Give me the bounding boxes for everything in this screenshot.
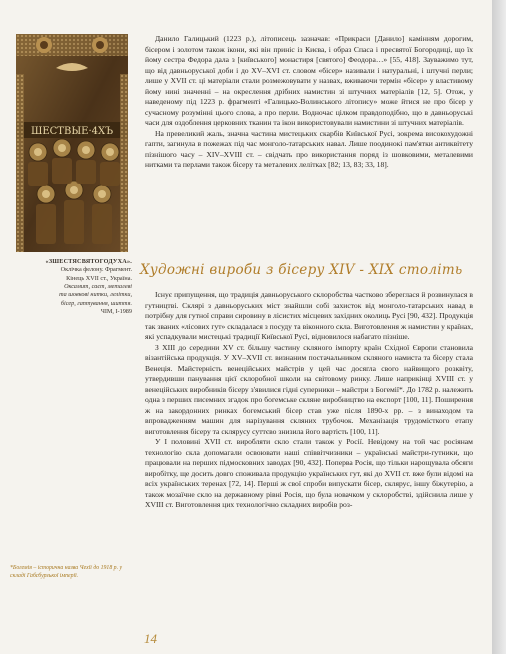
paragraph: На превеликий жаль, значна частина мистецьких скарбів Київської Русі, зокрема високохудожні гапти, загинула в пожежах під час монголо-татарських навал. Лише поодинокі пам'ятки антиквітету пізнішого часу – XIV–XVIII ст. – свідчать про використання поряд із шовковими, металевими нитками та перлами також бісеру та металевих лелітках [82; 13, 83; 33, 18].	[145, 128, 473, 169]
caption-line: та шовкові нитки, лелітки,	[59, 291, 132, 299]
text-column-bottom	[145, 290, 473, 511]
caption-line: ЧІМ, І-1989	[100, 308, 132, 316]
caption-line: Кінець XVII ст., Україна.	[66, 274, 132, 282]
paragraph: Данило Галицький (1223 р.), літописець зазначав: «Прикраси [Данило] камінням дорогим, бісером і золотом також ікони, які він приніс із Києва, і образ Спаса і пресвятої Богородиці, що їх йому сестра Федора дала з [київського] монастиря [святого] Феодора…» [55, 418]. Зауважимо тут, що від давньоруської доби і до XV–XVI ст. словом «бісер» називали і натуральні, і штучні перли; лише у XVII ст. ці матеріали стали розмежовувати у назвах, вживаючи термін «бісер» у властивому йому нині значенні – на окреслення дрібних намистин зі штучних матеріалів [12, 5]. Отож, у наведеному під 1223 р. фрагменті «Галицько-Волинського літопису» може йтися не про бісер у сучасному розумінні цього слова, а про перли. Водночас цілком правдоподібно, що в давньоруські часи для оздоблення церковних тканин та ікон використовували намистини зі штучних матеріалів.	[145, 34, 473, 127]
section-heading: Художні вироби з бісеру XIV - XIX століть	[140, 262, 463, 278]
embroidery-photo	[16, 34, 128, 252]
paragraph: Існує припущення, що традиція давньоруського склоробства частково збереглася й розвинулася в гутництві. Склярі з давньоруських міст знайшли собі захисток від монголо-татарських навад в потрібну для гутної справи сировину в лісистих місцевих західних околиць Русі [90, 432]. Продукція так званих «лісових гут» складалася з посуду та віконного скла. Виготовлення ж намистин у країнах, які успадкували мистецькі традиції Київської Русі, відновилося набагато пізніше.	[145, 290, 473, 341]
photo-caption	[6, 258, 132, 317]
caption-line: бісер, гаптування, шиття.	[60, 299, 132, 307]
text-column-top	[145, 34, 473, 171]
paragraph: У І половині XVII ст. виробляти скло стали також у Росії. Невідому на той час росіянам технологію скла допомагали освоювати наші співвітчизники – українські майстри-гутники, що працювали на перших підмосковних заводах [90, 432]. Поперва Росія, що тільки нарощувала обсяги виробітку, ще досить довго споживала продукцію українських гут, які до XVII ст. вже були відомі на всіх українських теренах [72, 14]. Перші ж свої спроби випускати бісер, склярус, іншу біжутерію, а також мозаїчне скло на державному рівні Росія, що була новачком у склоробстві, здійснила лише у XVIII ст. Виготовлення цих технологічно складних виробів роз-	[145, 437, 473, 509]
footnote: *Богемія – історична назва Чехії до 1918 р. у складі Габсбурзької імперії.	[10, 565, 123, 579]
caption-title: «ЗШЕСТЯСВЯТОГОДУХА».	[45, 258, 132, 265]
caption-line: Оклічка фелону. Фрагмент.	[60, 266, 132, 274]
caption-line: Оксамит, саєт, металеві	[64, 283, 132, 291]
page-edge	[492, 0, 506, 654]
paragraph: З XIII до середини XV ст. більшу частину скляного імпорту країн Східної Європи становила візантійська продукція. У XV–XVII ст. визнаним постачальником скляного намиста та бісеру стала Венеція. Майстерність венеційських майстрів у цей час досягла свого найвищого розквіту, утвердивши панування цієї склоробної школи на світовому ринку. Лише наприкінці XVIII ст. у венеційських виробників бісеру з'явилися гідні суперники – майстри з Богемії*. До 1782 р. належить одна з перших писемних згадок про богемське скляне виробництво на експорт [100, 11]. Поширення ж на закордонних ринках богемський бісер став уже після 1890-х рр. – з винаходом та впровадженням машин для нарізування скляних трубочок. Механізація трудомісткого етапу виготовлення бісеру та склярусу суттєво знизила його вартість [100, 11].	[145, 342, 473, 436]
page-number: 14	[144, 631, 157, 646]
photo-inscription: ШЕСТВЫЕ·4ХЪ	[30, 126, 114, 137]
embroidery-image	[16, 34, 128, 252]
